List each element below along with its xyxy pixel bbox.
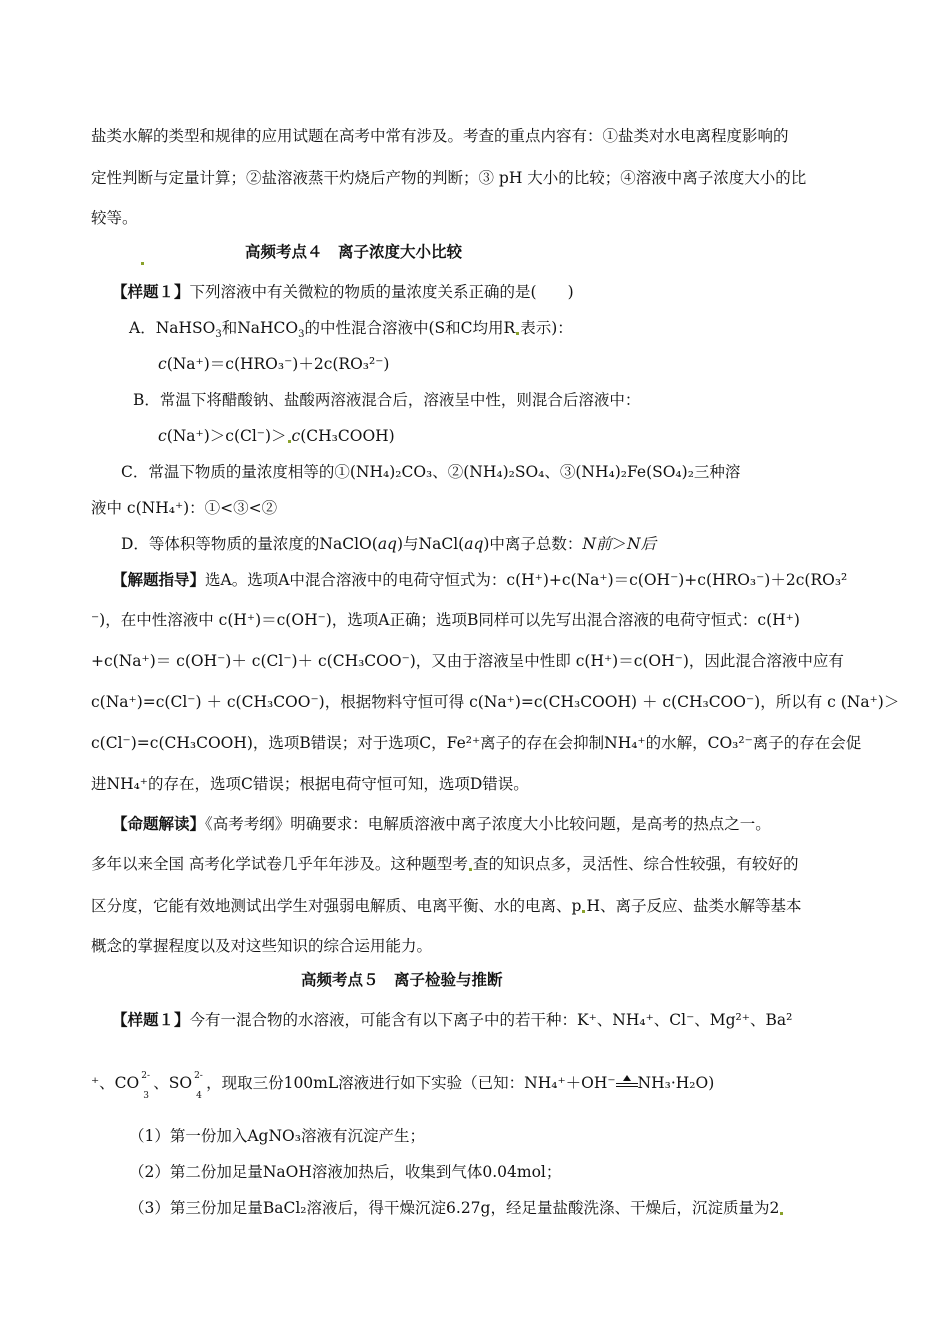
- section-4-title: 高频考点４ 离子浓度大小比较: [245, 243, 463, 261]
- co3-sub: 3: [143, 1091, 149, 1101]
- co3-charge: [139, 1068, 153, 1101]
- option-a-formula: c(Na⁺)＝c(HRO₃⁻)＋2c(RO₃²⁻): [158, 355, 390, 373]
- option-b-formula-b: (CH₃COOH): [300, 427, 395, 445]
- option-b: B．常温下将醋酸钠、盐酸两溶液混合后，溶液呈中性，则混合后溶液中：: [133, 391, 641, 409]
- so4-sup: 2-: [194, 1071, 203, 1081]
- example-2-text-2d: NH₃·H₂O): [637, 1074, 715, 1092]
- example-2-tag: 【样题１】: [112, 1011, 190, 1029]
- example-2-line-2: [91, 1068, 715, 1101]
- option-a: A．NaHSO$_3$和NaHCO$_3$的中性混合溶液中(S和C均用R 表示)：: [129, 319, 573, 341]
- option-a-part-3: 的中性混合溶液中(S和C均用R: [304, 319, 516, 337]
- option-d-n-after: N后: [627, 535, 657, 553]
- intro-line-3: 较等。: [91, 209, 138, 227]
- step-2: （2）第二份加足量NaOH溶液加热后，收集到气体0.04mol；: [129, 1163, 562, 1181]
- step-3: [129, 1198, 784, 1218]
- solution-line-2: ⁻)，在中性溶液中 c(H⁺)＝c(OH⁻)，选项A正确；选项B同样可以先写出混合溶液的电荷守恒式：c(H⁺): [91, 611, 800, 629]
- example-1-question: [112, 282, 574, 302]
- interpretation-text-3a: 区分度，它能有效地测试出学生对强弱电解质、电离平衡、水的电离、p: [91, 897, 582, 915]
- step-1: （1）第一份加入AgNO₃溶液有沉淀产生；: [129, 1127, 425, 1145]
- option-d: [121, 534, 656, 554]
- option-c-line-1: C．常温下物质的量浓度相等的①(NH₄)₂CO₃、②(NH₄)₂SO₄、③(NH₄)₂Fe(SO₄)₂三种溶: [121, 463, 741, 481]
- option-d-part-2: )与NaCl(: [396, 535, 465, 553]
- solution-line-5: c(Cl⁻)=c(CH₃COOH)，选项B错误；对于选项C，Fe²⁺离子的存在会抑制NH₄⁺的水解，CO₃²⁻离子的存在会促: [91, 734, 862, 752]
- option-a-part-4: 表示)：: [520, 319, 573, 337]
- option-a-part-1: A．NaHSO: [129, 319, 216, 337]
- intro-line-1: 盐类水解的类型和规律的应用试题在高考中常有涉及。考查的重点内容有：①盐类对水电离程度影响的: [91, 127, 789, 145]
- so4-sub: 4: [196, 1091, 202, 1101]
- interpretation-text-2b: 查的知识点多，灵活性、综合性较强，有较好的: [472, 855, 799, 873]
- option-b-formula-a: (Na⁺)＞c(Cl⁻)＞: [166, 427, 287, 445]
- interpretation-line-2: [91, 854, 798, 874]
- example-2-text-1: 今有一混合物的水溶液，可能含有以下离子中的若干种：K⁺、NH₄⁺、Cl⁻、Mg²⁺、Ba²: [189, 1011, 793, 1029]
- interpretation-text-2a: 多年以来全国 高考化学试卷几乎年年涉及。这种题型考: [91, 855, 468, 873]
- example-2-text-2c: ，现取三份100mL溶液进行如下实验（已知：NH₄⁺＋OH⁻: [206, 1074, 616, 1092]
- option-a-formula-text: (Na⁺)＝c(HRO₃⁻)＋2c(RO₃²⁻): [166, 355, 390, 373]
- solution-line-3: +c(Na⁺)＝ c(OH⁻)＋ c(Cl⁻)＋ c(CH₃COO⁻)，又由于溶液呈中性即 c(H⁺)＝c(OH⁻)，因此混合溶液中应有: [91, 652, 844, 670]
- interpretation-line-4: 概念的掌握程度以及对这些知识的综合运用能力。: [91, 937, 433, 955]
- option-d-aq-2: aq: [464, 535, 484, 553]
- option-d-greater: ＞: [611, 535, 628, 553]
- interpretation-text-3b: H、离子反应、盐类水解等基本: [586, 897, 802, 915]
- speck-mark: [140, 248, 145, 268]
- solution-line-1: [112, 570, 847, 590]
- interpretation-tag: 【命题解读】: [112, 815, 206, 833]
- example-2-text-2a: ⁺、CO: [91, 1074, 140, 1092]
- solution-tag: 【解题指导】: [112, 571, 206, 589]
- interpretation-text-1: 《高考考纲》明确要求：电解质溶液中离子浓度大小比较问题，是高考的热点之一。: [205, 815, 771, 833]
- example-2-text-2b: 、SO: [153, 1074, 193, 1092]
- option-b-formula: c(Na⁺)＞c(Cl⁻)＞ c(CH₃COOH): [158, 427, 395, 445]
- option-d-part-1: D．等体积等物质的量浓度的NaClO(: [121, 535, 378, 553]
- solution-line-4: c(Na⁺)=c(Cl⁻) ＋ c(CH₃COO⁻)，根据物料守恒可得 c(Na⁺)=c(CH₃COOH) ＋ c(CH₃COO⁻)，所以有 c (Na⁺)＞: [91, 693, 900, 711]
- example-2-line-1: [112, 1010, 792, 1030]
- option-a-part-2: 和NaHCO: [221, 319, 299, 337]
- section-5-title: 高频考点５ 离子检验与推断: [301, 971, 503, 989]
- example-1-question-text: 下列溶液中有关微粒的物质的量浓度关系正确的是( ): [189, 283, 574, 301]
- option-d-part-3: )中离子总数：: [483, 535, 583, 553]
- step-3-text: （3）第三份加足量BaCl₂溶液后，得干燥沉淀6.27g，经足量盐酸洗涤、干燥后，沉淀质量为2: [129, 1199, 780, 1217]
- heat-equilibrium-sign: [616, 1075, 638, 1089]
- option-d-n-before: N前: [582, 535, 612, 553]
- so4-charge: [192, 1068, 206, 1101]
- option-d-aq-1: aq: [377, 535, 397, 553]
- co3-sup: 2-: [141, 1071, 151, 1081]
- interpretation-line-3: [91, 896, 801, 916]
- interpretation-line-1: [112, 814, 771, 834]
- option-c-line-2: 液中 c(NH₄⁺)：①<③<②: [91, 499, 278, 517]
- solution-text-1: 选A。选项A中混合溶液中的电荷守恒式为：c(H⁺)+c(Na⁺)＝c(OH⁻)+c(HRO₃⁻)＋2c(RO₃²: [205, 571, 848, 589]
- solution-line-6: 进NH₄⁺的存在，选项C错误；根据电荷守恒可知，选项D错误。: [91, 775, 529, 793]
- example-1-tag: 【样题１】: [112, 283, 190, 301]
- intro-line-2: 定性判断与定量计算；②盐溶液蒸干灼烧后产物的判断；③ pH 大小的比较；④溶液中离子浓度大小的比: [91, 169, 807, 187]
